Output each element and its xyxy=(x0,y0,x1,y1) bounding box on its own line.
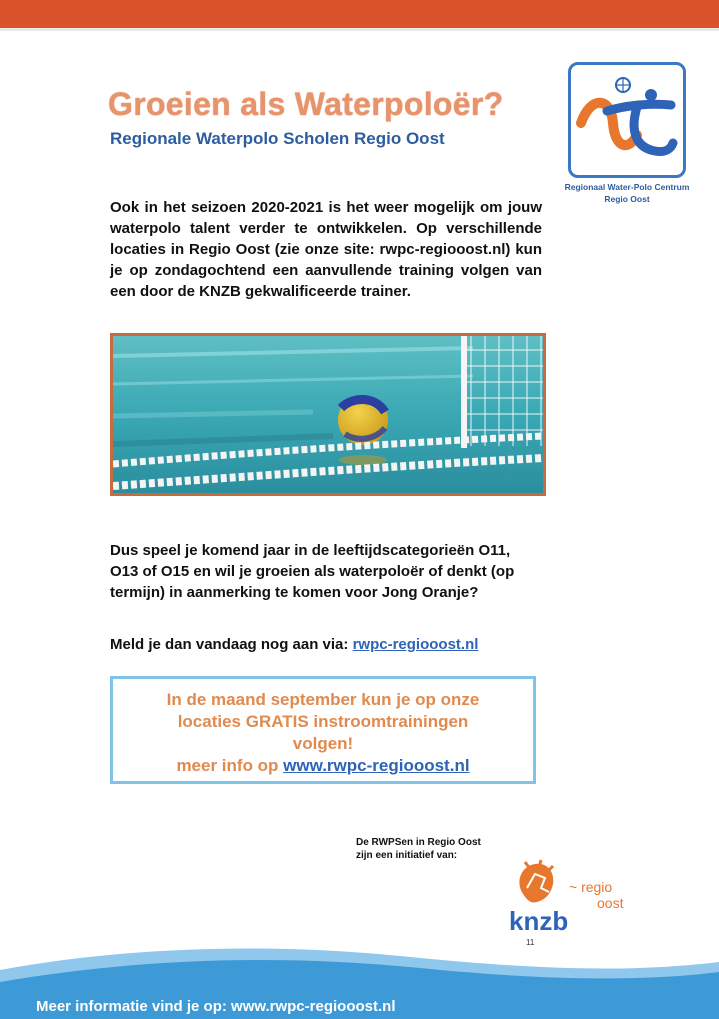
page-title: Groeien als Waterpoloër? xyxy=(108,86,504,122)
pool-photo xyxy=(110,333,546,496)
question-paragraph: Dus speel je komend jaar in de leeftijdscategorieën O11, O13 of O15 en wil je groeien als waterpoloër of denkt (op termijn) in aanmerking te komen voor Jong Oranje? xyxy=(110,542,515,601)
rwpc-logo xyxy=(568,62,686,178)
callout-info-link[interactable]: www.rwpc-regiooost.nl xyxy=(283,756,470,775)
callout-line2: locaties GRATIS instroomtrainingen xyxy=(177,712,469,731)
page-subtitle: Regionale Waterpolo Scholen Regio Oost xyxy=(110,129,445,148)
callout-line4 xyxy=(113,755,533,777)
intro-paragraph: Ook in het seizoen 2020-2021 is het weer mogelijk om jouw waterpolo talent verder te ontwikkelen. Op verschillende locaties in Regio Oost (zie onze site: rwpc-regiooost.nl) kun je op zondagochtend een aanvullende training volgen van een door de KNZB gekwalificeerde trainer. xyxy=(110,199,542,300)
initiative-line2: zijn een initiatief van: xyxy=(356,850,458,861)
logo-caption-line1: Regionaal Water-Polo Centrum xyxy=(564,182,690,192)
knzb-tag-line1: ~ regio xyxy=(569,879,613,895)
top-bar xyxy=(0,0,719,28)
signup-link[interactable]: rwpc-regiooost.nl xyxy=(352,636,479,653)
knzb-tag-line2: oost xyxy=(597,895,624,911)
callout-box xyxy=(110,676,536,784)
signup-text: Meld je dan vandaag nog aan via: xyxy=(110,636,353,653)
rwpc-logo-icon xyxy=(571,65,683,175)
knzb-wordmark: knzb xyxy=(509,906,569,936)
initiative-note xyxy=(356,836,481,862)
callout-line3: volgen! xyxy=(292,734,354,753)
signup-line xyxy=(110,634,542,655)
knzb-regio-oost-logo xyxy=(505,858,645,938)
page-number: 11 xyxy=(526,938,535,947)
callout-line1: In de maand september kun je op onze xyxy=(166,690,480,709)
rwpc-logo-caption xyxy=(552,181,702,205)
footer-info: Meer informatie vind je op: www.rwpc-regiooost.nl xyxy=(36,998,396,1015)
waterpolo-ball-image xyxy=(113,336,543,493)
logo-caption-line2: Regio Oost xyxy=(604,194,650,204)
initiative-line1: De RWPSen in Regio Oost xyxy=(356,837,481,848)
callout-info-prefix: meer info op xyxy=(176,756,284,775)
